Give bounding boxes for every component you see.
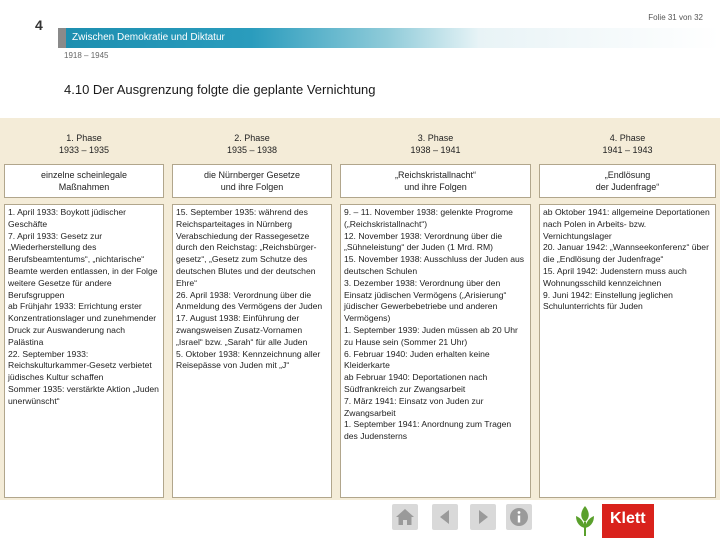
phase-column-1 bbox=[0, 118, 168, 498]
info-icon bbox=[509, 507, 529, 527]
header-band-accent bbox=[58, 28, 66, 48]
phase-title: 4. Phase 1941 – 1943 bbox=[602, 133, 653, 155]
phase-column-2 bbox=[168, 118, 336, 498]
phase-events: 9. – 11. November 1938: gelenkte Progrome („Reichskristallnacht“) 12. November 1938: Verordnung über die „Sühneleistung“ der Juden (1 Mrd. RM) 15. November 1938: Ausschluss der Juden aus deutschen Schulen 3. Dezember 1938: Verordnung über den Einsatz jüdischen Vermögens („Arisierung“ jüdischer Gewerbebetriebe und anderen Vermögens) 1. September 1939: Juden müssen ab 20 Uhr zu Hause sein (Sommer 21 Uhr) 6. Februar 1940: Juden erhalten keine Kleiderkarte ab Februar 1940: Deportationen nach Südfrankreich zur Zwangsarbeit 7. März 1941: Einsatz von Juden zur Zwangsarbeit 1. September 1941: Anordnung zum Tragen des Judensterns bbox=[340, 204, 531, 498]
header-band-title: Zwischen Demokratie und Diktatur bbox=[66, 28, 478, 48]
phase-subtitle: die Nürnberger Gesetze und ihre Folgen bbox=[172, 164, 332, 198]
klett-leaf-icon bbox=[572, 504, 598, 538]
header-band-fade bbox=[478, 28, 720, 48]
back-button[interactable] bbox=[432, 504, 458, 530]
klett-wordmark: Klett bbox=[602, 504, 654, 538]
klett-logo bbox=[572, 502, 720, 540]
phase-column-3 bbox=[336, 118, 535, 498]
slide-counter: Folie 31 von 32 bbox=[648, 13, 703, 22]
phase-title: 1. Phase 1933 – 1935 bbox=[58, 133, 110, 155]
forward-arrow-icon bbox=[474, 508, 492, 526]
phase-table bbox=[0, 118, 720, 498]
period-label: 1918 – 1945 bbox=[64, 51, 109, 60]
phase-subtitle: „Reichskristallnacht“ und ihre Folgen bbox=[340, 164, 531, 198]
back-arrow-icon bbox=[436, 508, 454, 526]
phase-events: ab Oktober 1941: allgemeine Deportationen nach Polen in Arbeits- bzw. Vernichtungslager 20. Januar 1942: „Wannseekonferenz“ über die „Endlösung der Judenfrage“ 15. April 1942: Judenstern muss auch Wohnungsschild kennzeichnen 9. Juni 1942: Einstellung jeglichen Schulunterrichts für Juden bbox=[539, 204, 716, 498]
phase-title: 3. Phase 1938 – 1941 bbox=[410, 133, 461, 155]
phase-events: 15. September 1935: während des Reichsparteitages in Nürnberg Verabschiedung der Rassegesetze durch den Reichstag: „Reichsbürger-gesetz“, „Gesetz zum Schutze des deutschen Blutes und der deutschen Ehre“ 26. April 1938: Verordnung über die Anmeldung des Vermögens der Juden 17. August 1938: Einführung der zwangsweisen Zusatz-Vornamen „Israel“ bzw. „Sarah“ für alle Juden 5. Oktober 1938: Kennzeichnung aller Reisepässe von Juden mit „J“ bbox=[172, 204, 332, 498]
header-band bbox=[58, 28, 478, 48]
home-icon bbox=[395, 508, 415, 526]
phase-events: 1. April 1933: Boykott jüdischer Geschäfte 7. April 1933: Gesetz zur „Wiederherstellung des Berufsbeamtentums“, „nichtarische“ Beamte werden entlassen, in der Folge weitere Gesetze für andere Berufsgruppen ab Frühjahr 1933: Errichtung erster Konzentrationslager und zunehmender Druck zur Auswanderung nach Palästina 22. September 1933: Reichskulturkammer-Gesetz verbietet jüdisches Kultur schaffen Sommer 1935: verstärkte Aktion „Juden unerwünscht“ bbox=[4, 204, 164, 498]
section-title: 4.10 Der Ausgrenzung folgte die geplante Vernichtung bbox=[64, 82, 376, 97]
phase-title: 2. Phase 1935 – 1938 bbox=[226, 133, 278, 155]
home-button[interactable] bbox=[392, 504, 418, 530]
phase-subtitle: einzelne scheinlegale Maßnahmen bbox=[4, 164, 164, 198]
forward-button[interactable] bbox=[470, 504, 496, 530]
phase-column-4 bbox=[535, 118, 720, 498]
chapter-number: 4 bbox=[35, 17, 43, 33]
phase-subtitle: „Endlösung der Judenfrage“ bbox=[539, 164, 716, 198]
info-button[interactable] bbox=[506, 504, 532, 530]
